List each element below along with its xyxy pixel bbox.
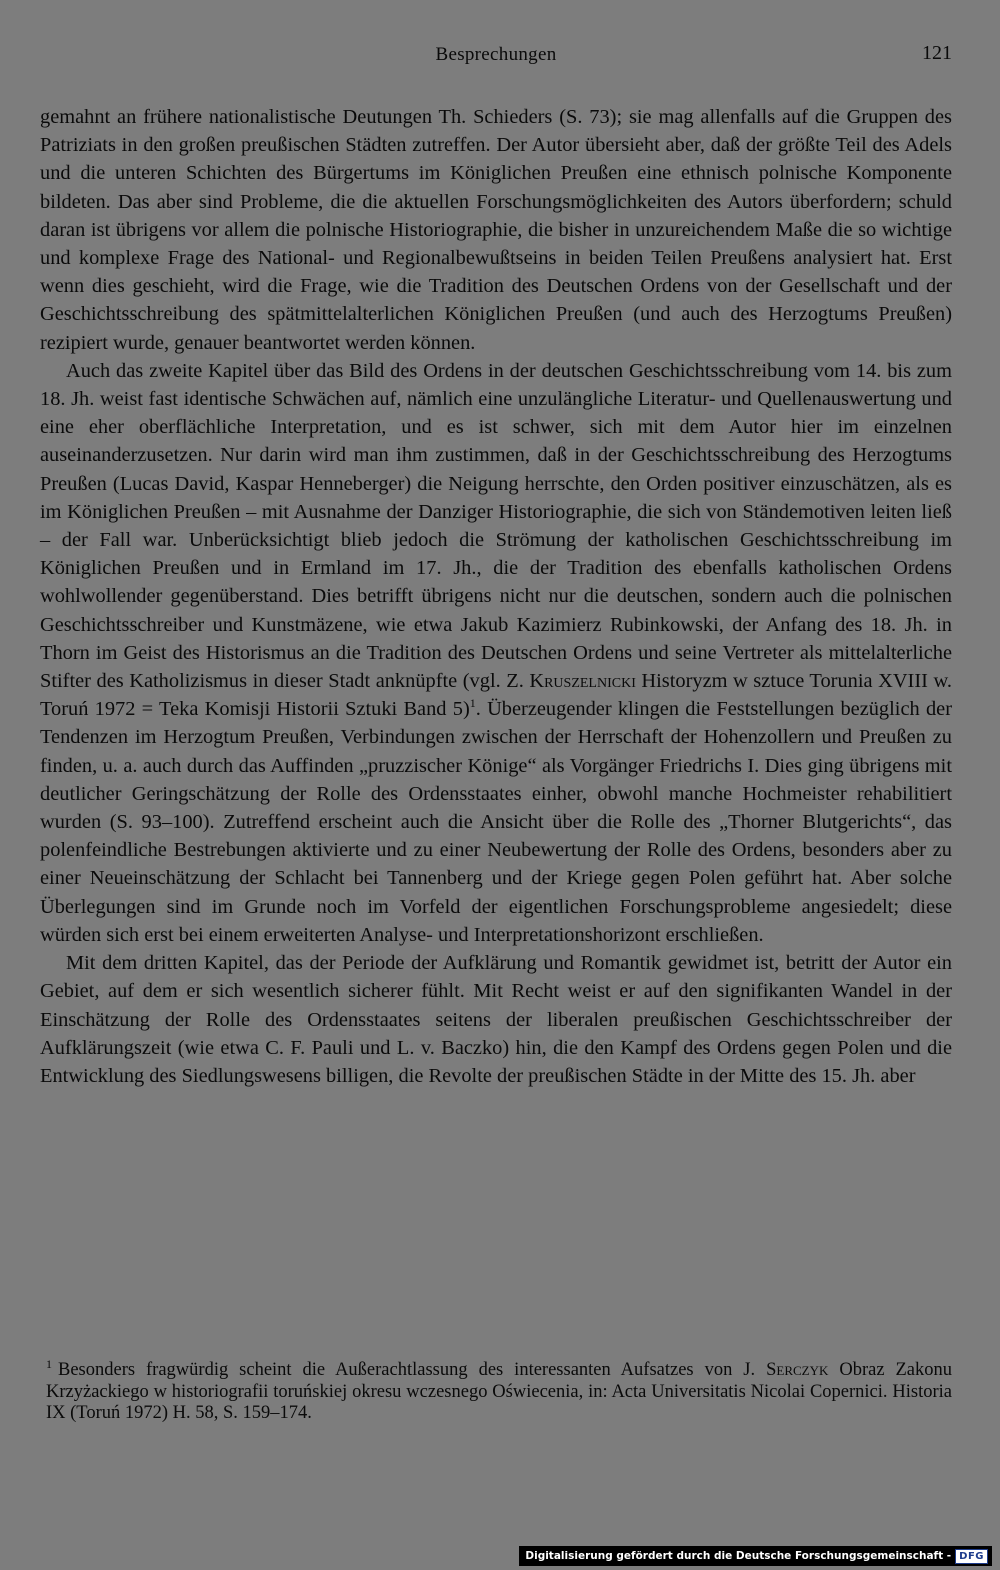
footnote-mark: 1 (46, 1357, 52, 1371)
main-text (40, 103, 952, 1090)
footnote-text-a: Besonders fragwürdig scheint die Außerachtlassung des interessanten Aufsatzes von J. (58, 1360, 756, 1381)
cited-author: Kruszelnicki (529, 670, 636, 693)
dfg-logo: DFG (955, 1549, 988, 1564)
paragraph-2-text-b: Historyzm w sztuce Torunia XVIII w. Toruń 1972 = Teka Komisji Historii Sztuki Band 5) (40, 670, 952, 721)
paragraph-3: Mit dem dritten Kapitel, das der Periode der Aufklärung und Romantik gewidmet ist, betritt der Autor ein Gebiet, auf dem er sich wesentlich sicherer fühlt. Mit Recht weist er auf den signifikanten Wandel in der Einschätzung der Rolle des Ordensstaates seitens der liberalen preußischen Geschichtsschreiber der Aufklärungszeit (wie etwa C. F. Pauli und L. v. Baczko) hin, die den Kampf des Ordens gegen Polen und die Entwicklung des Siedlungswesens billigen, die Revolte der preußischen Städte in der Mitte des 15. Jh. aber (40, 952, 952, 1087)
page-header (40, 44, 952, 74)
paragraph-2-text-c: . Überzeugender klingen die Feststellungen bezüglich der Tendenzen im Herzogtum Preußen, Verbindungen zwischen der Herrschaft der Hohenzollern und Preußen zu finden, u. a. auch durch das Auffinden „pruzzischer Könige“ als Vorgänger Friedrichs I. Dies ging übrigens mit deutlicher Geringschätzung der Rolle des Ordensstaates einher, obwohl manche Hochmeister rehabilitiert wurden (S. 93–100). Zutreffend erscheint auch die Ansicht über die Rolle des „Thorner Blutgerichts“, das polenfeindliche Bestrebungen aktivierte und zu einer Neubewertung der Rolle des Ordens, besonders aber zu einer Neueinschätzung der Schlacht bei Tannenberg und der Kriege gegen Polen geführt hat. Aber solche Überlegungen sind im Grunde noch im Vorfeld der eigentlichen Forschungsprobleme angesiedelt; diese würden sich erst bei einem erweiterten Analyse- und Interpretationshorizont erschließen. (40, 698, 952, 946)
paragraph-2 (40, 357, 952, 949)
footnote (46, 1354, 952, 1425)
paragraph-1: gemahnt an frühere nationalistische Deutungen Th. Schieders (S. 73); sie mag allenfalls auf die Gruppen des Patriziats in den großen preußischen Städten zutreffen. Der Autor übersieht aber, daß der größte Teil des Adels und die unteren Schichten des Bürgertums im Königlichen Preußen eine ethnisch polnische Komponente bildeten. Das aber sind Probleme, die die aktuellen Forschungsmöglichkeiten des Autors überfordern; schuld daran ist übrigens vor allem die polnische Historiographie, die bisher in unzureichendem Maße die so wichtige und komplexe Frage des National- und Regionalbewußtseins in beiden Teilen Preußens analysiert hat. Erst wenn dies geschieht, wird die Frage, wie die Tradition des Deutschen Ordens von der Gesellschaft und der Geschichtsschreibung des spätmittelalterlichen Königlichen Preußen (und auch des Herzogtums Preußen) rezipiert wurde, genauer beantwortet werden können. (40, 106, 952, 354)
digitization-banner (519, 1546, 992, 1566)
footnote-text-b: Obraz Zakonu Krzyżackiego w historiografii toruńskiej okresu wczesnego Oświecenia, in: Acta Universitatis Nicolai Copernici. Historia IX (Toruń 1972) H. 58, S. 159–174. (46, 1360, 953, 1424)
footnote-reference: 1 (469, 696, 476, 711)
paragraph-2-text-a: Auch das zweite Kapitel über das Bild des Ordens in der deutschen Geschichtsschreibung vom 14. bis zum 18. Jh. weist fast identische Schwächen auf, nämlich eine unzulängliche Literatur- und Quellenauswertung und eine eher oberflächliche Interpretation, und es ist schwer, sich mit dem Autor hier im einzelnen auseinanderzusetzen. Nur darin wird man ihm zustimmen, daß in der Geschichtsschreibung des Herzogtums Preußen (Lucas David, Kaspar Henneberger) die Neigung herrschte, den Orden positiver einzuschätzen, als es im Königlichen Preußen – mit Ausnahme der Danziger Historiographie, die sich von Ständemotiven leiten ließ – der Fall war. Unberücksichtigt blieb jedoch die Strömung der katholischen Geschichtsschreibung im Königlichen Preußen und in Ermland im 17. Jh., die der Tradition des ebenfalls katholischen Ordens wohlwollender gegenüberstand. Dies betrifft übrigens nicht nur die deutschen, sondern auch die polnischen Geschichtsschreiber und Kunstmäzene, wie etwa Jakub Kazimierz Rubinkowski, der Anfang des 18. Jh. in Thorn im Geist des Historismus an die Tradition des Deutschen Ordens und seine Vertreter als mittelalterliche Stifter des Katholizismus in dieser Stadt anknüpfte (vgl. Z. (40, 359, 952, 693)
footnote-author: Serczyk (766, 1360, 829, 1381)
digitization-note: Digitalisierung gefördert durch die Deutsche Forschungsgemeinschaft - (525, 1550, 952, 1562)
running-title: Besprechungen (435, 44, 557, 65)
page-number: 121 (922, 42, 952, 64)
